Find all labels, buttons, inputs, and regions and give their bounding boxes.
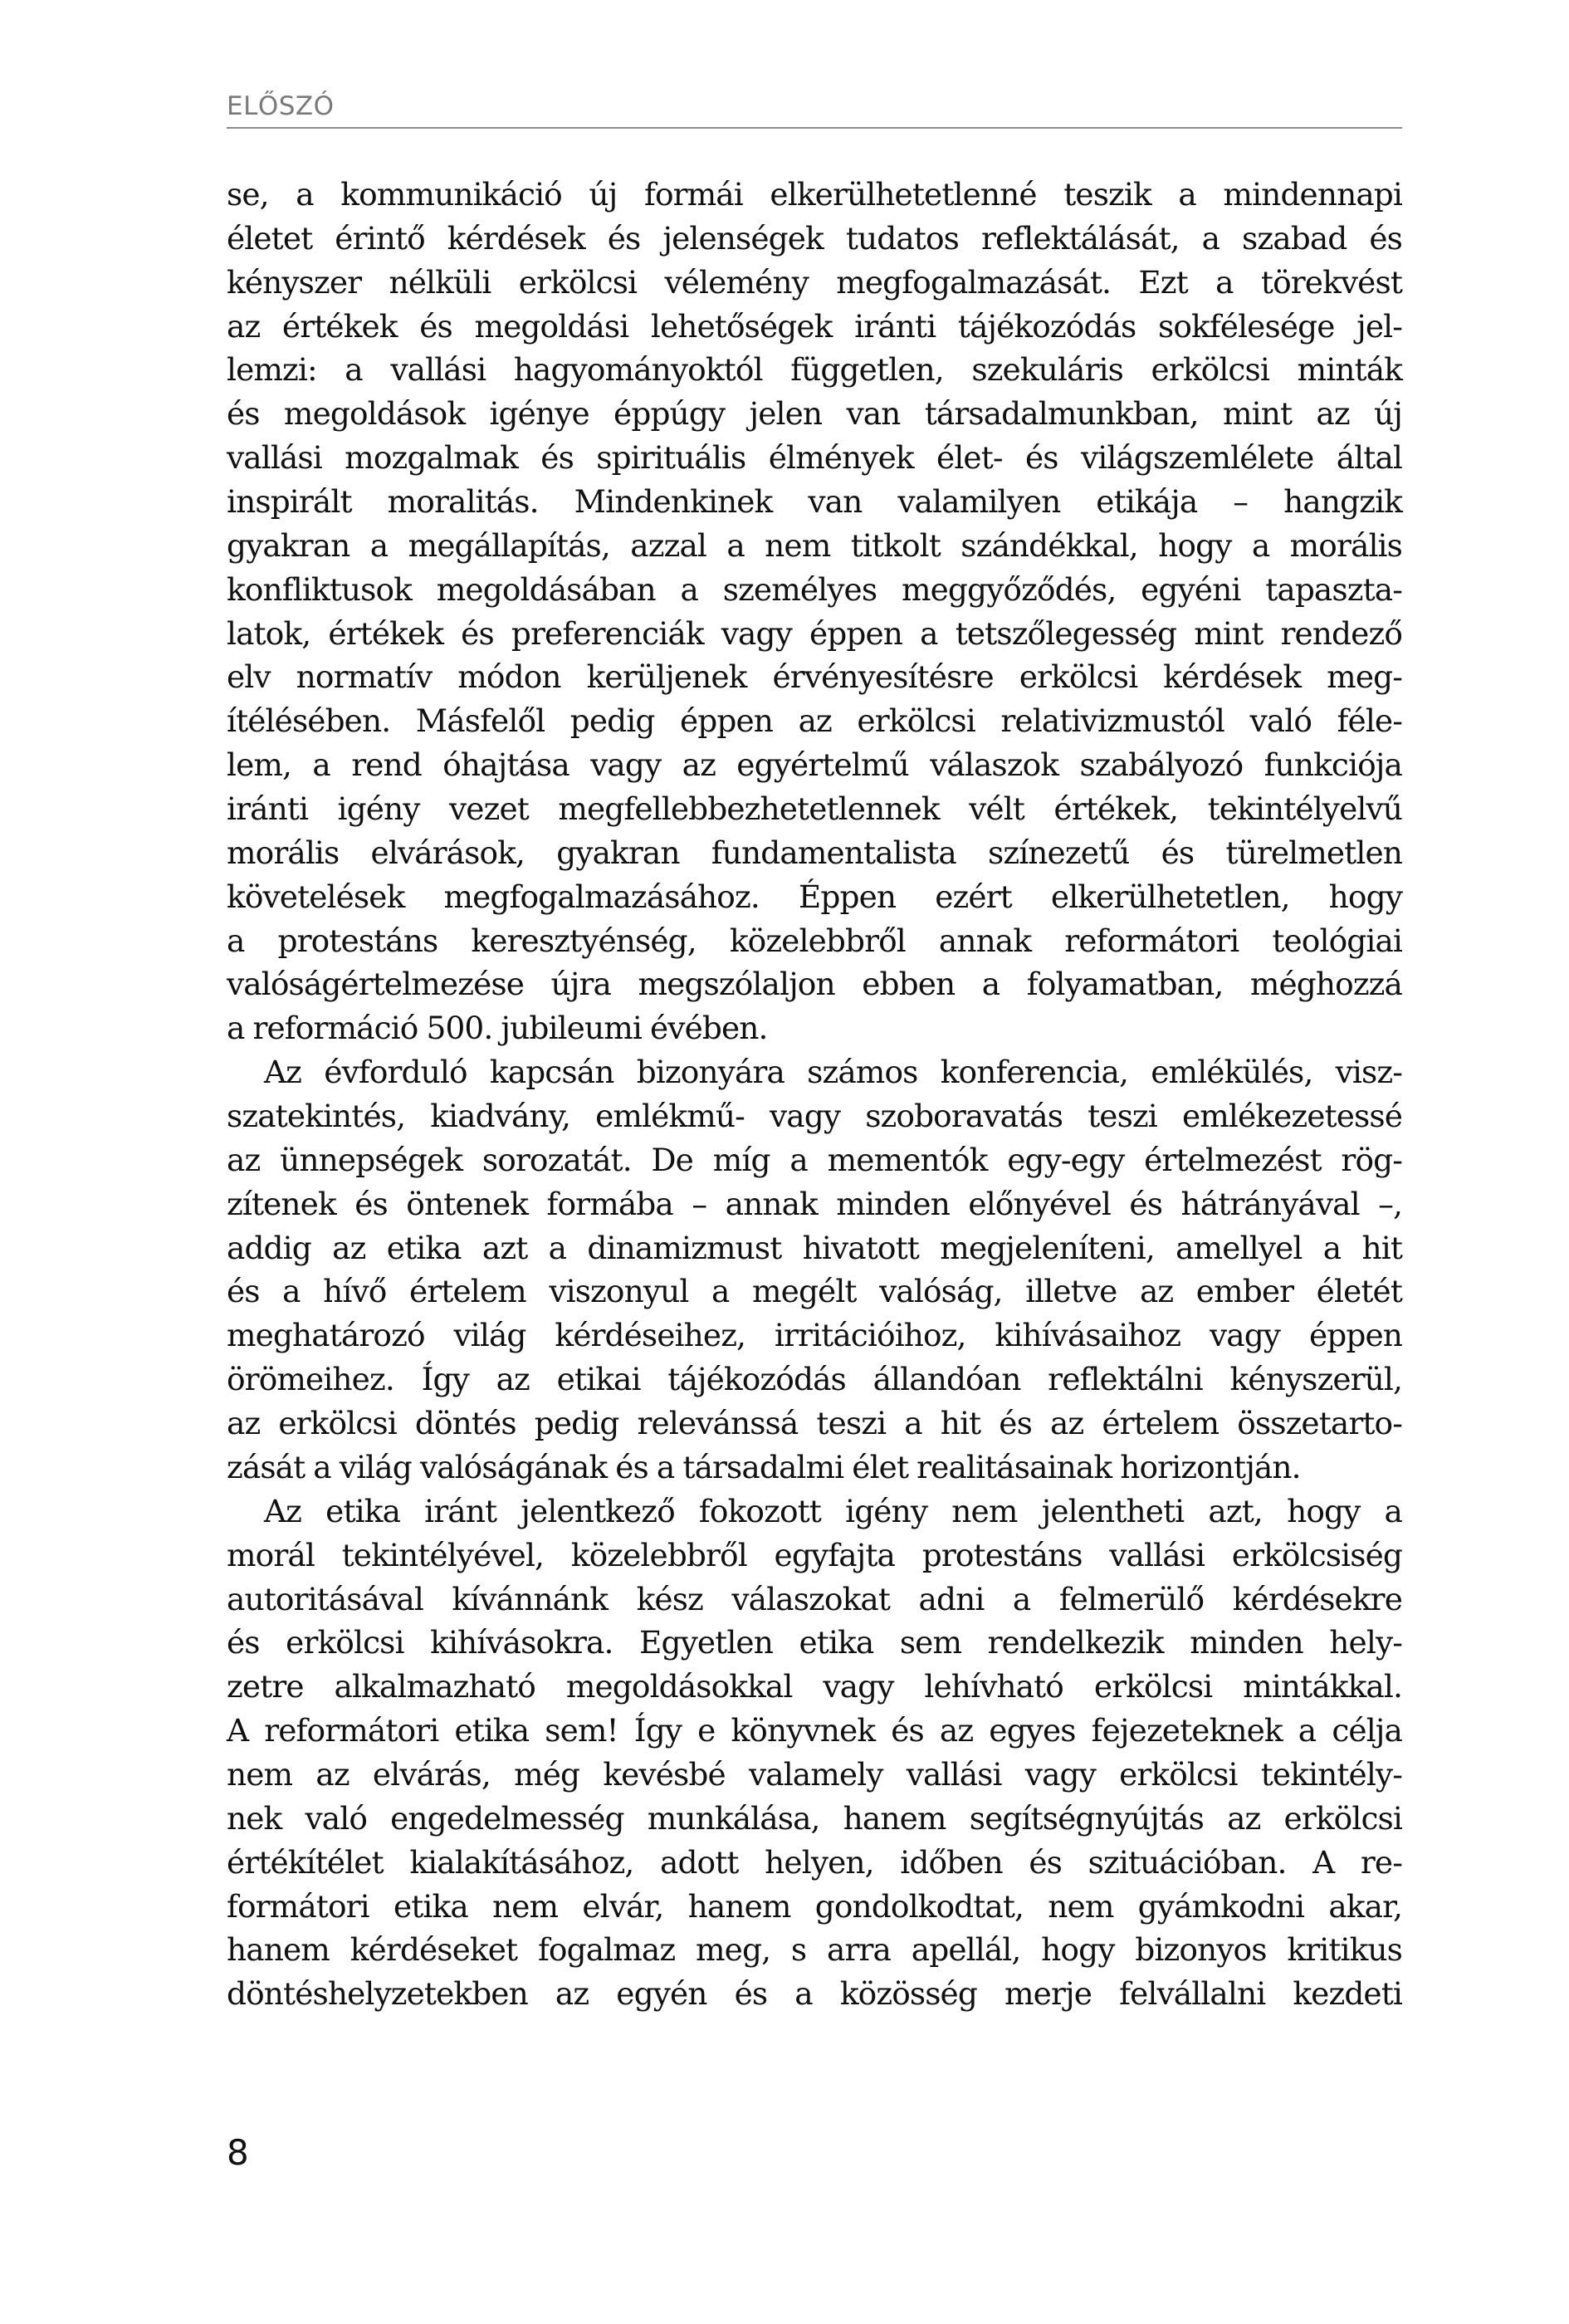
text-line: iránti igény vezet megfellebbezhetetlennek vélt értékek, tekintélyelvű	[227, 790, 1402, 828]
running-head: ELŐSZÓ	[227, 91, 335, 121]
text-line: inspirált moralitás. Mindenkinek van valamilyen etikája – hangzik	[227, 483, 1402, 521]
text-line: és megoldások igénye éppúgy jelen van társadalmunkban, mint az új	[227, 395, 1402, 433]
text-line: és a hívő értelem viszonyul a megélt valóság, illetve az ember életét	[227, 1273, 1402, 1310]
text-line: A reformátori etika sem! Így e könyvnek és az egyes fejezeteknek a célja	[227, 1712, 1402, 1749]
text-line: vallási mozgalmak és spirituális élmények élet- és világszemlélete által	[227, 439, 1402, 477]
text-line: zetre alkalmazható megoldásokkal vagy lehívható erkölcsi mintákkal.	[227, 1668, 1402, 1705]
text-line: zását a világ valóságának és a társadalmi élet realitásainak horizontján.	[227, 1448, 1301, 1485]
text-line: az értékek és megoldási lehetőségek iránti tájékozódás sokfélesége jel-	[227, 307, 1402, 345]
text-line: valóságértelmezése újra megszólaljon ebben a folyamatban, méghozzá	[227, 966, 1402, 1003]
header-rule	[227, 127, 1402, 129]
text-line: elv normatív módon kerüljenek érvényesítésre erkölcsi kérdések meg-	[227, 658, 1402, 696]
text-line: gyakran a megállapítás, azzal a nem titkolt szándékkal, hogy a morális	[227, 526, 1402, 564]
paragraph	[227, 173, 1402, 1050]
paragraph	[227, 1490, 1402, 2016]
text-line: addig az etika azt a dinamizmust hivatott megjeleníteni, amellyel a hit	[227, 1229, 1402, 1266]
text-line: lem, a rend óhajtása vagy az egyértelmű válaszok szabályozó funkciója	[227, 746, 1402, 784]
text-line: a protestáns keresztyénség, közelebbről annak reformátori teológiai	[227, 922, 1402, 959]
text-line: követelések megfogalmazásához. Éppen ezért elkerülhetetlen, hogy	[227, 878, 1402, 915]
text-line: a reformáció 500. jubileumi évében.	[227, 1010, 768, 1047]
text-line: meghatározó világ kérdéseihez, irritációihoz, kihívásaihoz vagy éppen	[227, 1317, 1402, 1354]
text-line: és erkölcsi kihívásokra. Egyetlen etika sem rendelkezik minden hely-	[227, 1624, 1402, 1661]
text-line: nek való engedelmesség munkálása, hanem segítségnyújtás az erkölcsi	[227, 1799, 1402, 1837]
text-line: az ünnepségek sorozatát. De míg a mementók egy-egy értelmezést rög-	[227, 1141, 1402, 1178]
text-line: latok, értékek és preferenciák vagy éppen a tetszőlegesség mint rendező	[227, 614, 1402, 652]
text-line: ítélésében. Másfelől pedig éppen az erkölcsi relativizmustól való féle-	[227, 702, 1402, 740]
text-line: Az etika iránt jelentkező fokozott igény nem jelentheti azt, hogy a	[264, 1492, 1402, 1529]
text-line: hanem kérdéseket fogalmaz meg, s arra apellál, hogy bizonyos kritikus	[227, 1931, 1402, 1969]
page-number: 8	[227, 2132, 249, 2173]
text-line: se, a kommunikáció új formái elkerülhetetlenné teszik a mindennapi	[227, 176, 1402, 213]
text-line: szatekintés, kiadvány, emlékmű- vagy szoboravatás teszi emlékezetessé	[227, 1098, 1402, 1135]
text-line: autoritásával kívánnánk kész válaszokat adni a felmerülő kérdésekre	[227, 1580, 1402, 1617]
text-line: Az évforduló kapcsán bizonyára számos konferencia, emlékülés, visz-	[264, 1054, 1402, 1091]
text-line: értékítélet kialakításához, adott helyen, időben és szituációban. A re-	[227, 1843, 1402, 1881]
text-line: az erkölcsi döntés pedig relevánssá teszi a hit és az értelem összetarto-	[227, 1405, 1402, 1442]
paragraph	[227, 1050, 1402, 1490]
text-line: zítenek és öntenek formába – annak minden előnyével és hátrányával –,	[227, 1185, 1402, 1222]
text-line: konfliktusok megoldásában a személyes meggyőződés, egyéni tapaszta-	[227, 570, 1402, 608]
text-line: morális elvárások, gyakran fundamentalista színezetű és türelmetlen	[227, 834, 1402, 871]
text-line: lemzi: a vallási hagyományoktól független, szekuláris erkölcsi minták	[227, 351, 1402, 389]
text-line: morál tekintélyével, közelebbről egyfajta protestáns vallási erkölcsiség	[227, 1536, 1402, 1573]
text-line: nem az elvárás, még kevésbé valamely vallási vagy erkölcsi tekintély-	[227, 1755, 1402, 1793]
text-line: örömeihez. Így az etikai tájékozódás állandóan reflektálni kényszerül,	[227, 1361, 1402, 1398]
text-line: kényszer nélküli erkölcsi vélemény megfogalmazását. Ezt a törekvést	[227, 263, 1402, 301]
text-line: formátori etika nem elvár, hanem gondolkodtat, nem gyámkodni akar,	[227, 1887, 1402, 1925]
text-line: döntéshelyzetekben az egyén és a közösség merje felvállalni kezdeti	[227, 1975, 1402, 2013]
text-line: életet érintő kérdések és jelenségek tudatos reflektálását, a szabad és	[227, 219, 1402, 257]
body-text	[227, 173, 1402, 2016]
